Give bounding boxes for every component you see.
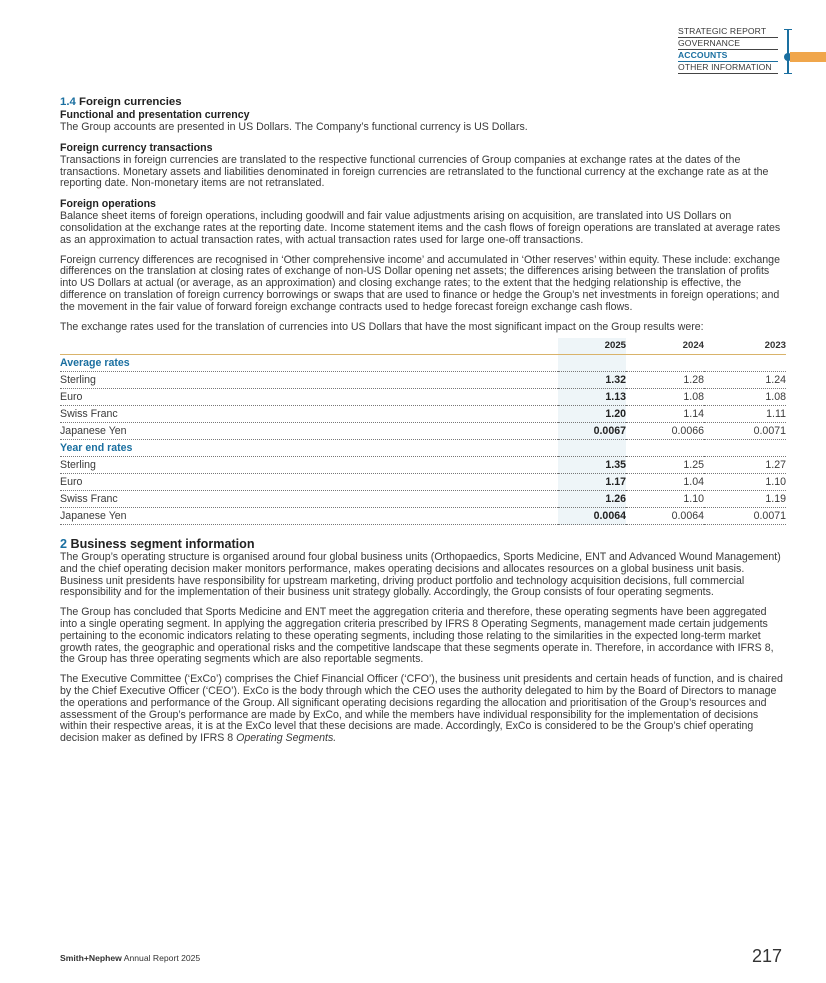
rate-value: 0.0067 [558,423,626,440]
rate-value: 1.19 [704,491,786,508]
table-row [60,423,786,440]
rate-value: 0.0071 [704,508,786,525]
empty-cell [626,355,704,372]
section-2-heading [60,539,786,551]
empty-cell [704,440,786,457]
section-title: Business segment information [70,537,255,552]
year-header: 2024 [626,338,704,354]
table-row [60,372,786,389]
section-1-4-heading [60,96,786,109]
rate-value: 1.26 [558,491,626,508]
rate-value: 1.13 [558,389,626,406]
segment-paragraph-2: The Group has concluded that Sports Medicine and ENT meet the aggregation criteria and therefore, these operating segments have been aggregated into a single operating segment. In applying the aggregation criteria prescribed by IFRS 8 Operating Segments, management made certain judgements pertaining to the economic indicators relating to these operating segments, including those relating to the similarities in the expected long-term market growth rates, the geographic and operational risks and the competitive landscape that these segments operate in. Therefore, in accordance with IFRS 8, the Group has three operating segments which are also reportable segments. [60,606,774,666]
foreign-operations-heading: Foreign operations [60,198,156,211]
nav-item-strategic-report[interactable]: STRATEGIC REPORT [678,26,778,38]
rate-value: 1.14 [626,406,704,423]
rate-value: 1.28 [626,372,704,389]
section-number: 1.4 [60,96,76,108]
segment-paragraph-1: The Group’s operating structure is organised around four global business units (Orthopaedics, Sports Medicine, ENT and Advanced Wound Management) and the chief operating decision maker monitors performance, makes operating decisions and allocates resources on a global business unit basis. Business unit presidents have responsibility for upstream marketing, driving product portfolio and technology acquisition decisions, full commercial responsibility and for the implementation of their business unit strategy globally. Accordingly, the Group consists of four operating segments. [60,550,781,599]
nav-tick [784,29,792,30]
rate-value: 0.0066 [626,423,704,440]
operating-segments-italic: Operating Segments. [236,732,337,745]
empty-cell [626,440,704,457]
rate-value: 1.32 [558,372,626,389]
rate-value: 1.08 [626,389,704,406]
currency-label: Japanese Yen [60,423,558,440]
rate-value: 1.25 [626,457,704,474]
currency-label: Sterling [60,457,558,474]
transactions-heading: Foreign currency transactions [60,141,213,154]
rate-value: 1.10 [626,491,704,508]
year-header: 2023 [704,338,786,354]
rate-value: 1.27 [704,457,786,474]
footer [60,953,200,963]
rate-value: 1.35 [558,457,626,474]
currency-differences-text: Foreign currency differences are recognised in ‘Other comprehensive income’ and accumulated in ‘Other reserves’ within equity. These include: exchange differences on the translation at closing rates of exchange of non-US Dollar opening net assets; the differences arising between the translation of profits into US Dollars at actual (or average, as an approximation) and closing exchange rates; to the extent that the hedging relationship is effective, the difference on translation of foreign currency borrowings or swaps that are used to finance or hedge the Group’s net investments in foreign operations; and the movement in the fair value of forward foreign exchange contracts used to hedge forecast foreign exchange cash flows. [60,253,780,313]
rates-intro-text: The exchange rates used for the translation of currencies into US Dollars that have the most significant impact on the Group results were: [60,320,704,333]
table-row [60,508,786,525]
empty-cell [704,355,786,372]
section-nav [678,26,826,76]
table-header-blank [60,338,558,354]
nav-rail [787,29,789,74]
table-row [60,474,786,491]
nav-tick [784,73,792,74]
currency-label: Euro [60,474,558,491]
rate-value: 1.11 [704,406,786,423]
rate-value: 0.0071 [704,423,786,440]
currency-label: Sterling [60,372,558,389]
empty-cell [558,355,626,372]
nav-item-other-information[interactable]: OTHER INFORMATION [678,62,778,74]
segment-paragraph-3 [60,674,786,745]
section-number: 2 [60,537,68,552]
table-row [60,457,786,474]
footer-brand: Smith+Nephew [60,953,122,963]
functional-currency-heading: Functional and presentation currency [60,109,250,121]
empty-cell [558,440,626,457]
transactions-text: Transactions in foreign currencies are translated to the respective functional currencies of Group companies at exchange rates at the dates of the transactions. Monetary assets and liabilities denominated in foreign currencies are retranslated to the functional currency at the exchange rate as at the reporting date. Non-monetary items are not retranslated. [60,153,769,190]
table-group-row [60,355,786,372]
currency-label: Swiss Franc [60,406,558,423]
currency-label: Swiss Franc [60,491,558,508]
currency-label: Japanese Yen [60,508,558,525]
rate-group-label: Average rates [60,355,558,372]
functional-currency-text: The Group accounts are presented in US Dollars. The Company’s functional currency is US Dollars. [60,121,528,133]
currency-label: Euro [60,389,558,406]
rate-group-label: Year end rates [60,440,558,457]
nav-current-tab [790,52,826,62]
foreign-operations-text: Balance sheet items of foreign operations, including goodwill and fair value adjustments arising on acquisition, are translated into US Dollars on consolidation at the exchange rates at the reporting date. Income statement items and the cash flows of foreign operations are translated at average rates as an approximation to actual transaction rates, with actual transaction rates used for large one-off transactions. [60,210,781,246]
table-header-row [60,338,786,354]
table-group-row [60,440,786,457]
footer-report: Annual Report 2025 [123,953,201,963]
section-title: Foreign currencies [79,96,182,108]
rate-value: 1.04 [626,474,704,491]
rate-value: 1.20 [558,406,626,423]
table-row [60,406,786,423]
nav-item-accounts[interactable]: ACCOUNTS [678,50,778,62]
page-number: 217 [752,946,783,966]
page-content [60,96,786,745]
nav-item-governance[interactable]: GOVERNANCE [678,38,778,50]
table-row [60,389,786,406]
rate-value: 1.10 [704,474,786,491]
rate-value: 0.0064 [558,508,626,525]
table-row [60,491,786,508]
year-header: 2025 [558,338,626,354]
rate-value: 1.24 [704,372,786,389]
rate-value: 0.0064 [626,508,704,525]
rate-value: 1.08 [704,389,786,406]
rate-value: 1.17 [558,474,626,491]
exchange-rates-table [60,338,786,525]
exchange-rates-body [60,355,786,525]
segment-paragraph-3-text: The Executive Committee (‘ExCo’) comprises the Chief Financial Officer (‘CFO’), the business unit presidents and certain heads of function, and is chaired by the Chief Executive Officer (‘CEO’). ExCo is the body through which the CEO uses the authority delegated to him by the Board of Directors to manage the operations and performance of the Group. All significant operating decisions regarding the allocation and prioritisation of the Group’s resources and assessment of the Group’s performance are made by ExCo, and while the members have individual responsibility for the implementation of decisions within their respective areas, it is at the ExCo level that these decisions are made. Accordingly, ExCo is considered to be the Group’s chief operating decision maker as defined by IFRS 8 [60,673,783,745]
